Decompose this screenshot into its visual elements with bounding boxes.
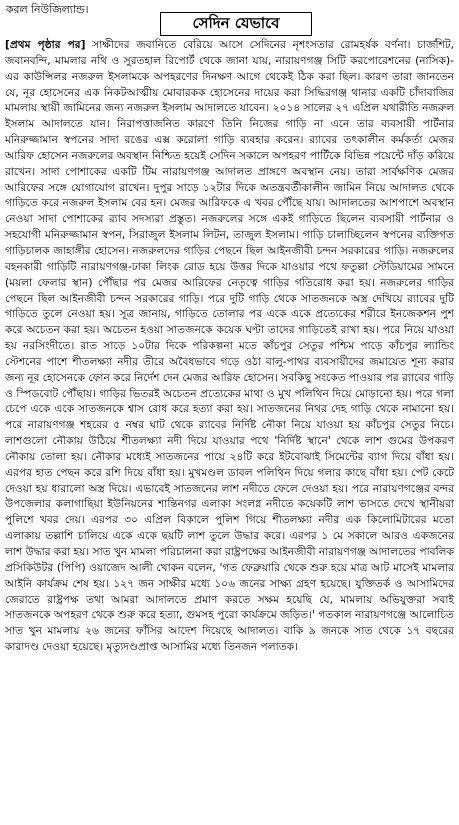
article-text: সাক্ষীদের জবানিতে বেরিয়ে আসে সেদিনের নৃশংসতার রোমহর্ষক বর্ণনা। চার্জশিট, জবানবন্দি, মামলার নথি ও সুরতহাল রিপোর্ট থেকে জানা যায়, নারায়ণগঞ্জ সিটি করপোরেশনের (নাসিক)-এর কাউন্সিলর নজরুল ইসলামকে অপহরণের দিনক্ষণ আগে থেকেই ঠিক করা ছিল। কারণ তারা জানতেন যে, নূর হোসেনের এক নিকটআত্মীয় মোবারকক হোসেনের দায়ের করা সিদ্ধিরগঞ্জ থানার একটি চাঁদাবাজির মামলায় স্থায়ী জামিনের জন্য নজরুল ইসলাম আদালতে যাবেন। ২০১৪ সালের ২৭ এপ্রিল যথারীতি নজরুল ইসলাম আদালতে যান। নিরাপত্তাজনিত কারণে তিনি নিজের গাড়ি না এনে তার ব্যবসায়ী পার্টনার মনিরুজ্জামান স্বপনের সাদা রঙের এক্স করোলা গাড়ি ব্যবহার করেন। র‍্যাবের তৎকালীন কর্মকর্তা মেজর আরিফ হোসেন নজরুলের অবস্থান নিশ্চিত হয়েই সেদিন সকালে অপহরণ পার্টিকে বিভিন্ন পয়েন্টে দাঁড় করিয়ে রাখেন। সাদা পোশাকের একটি টিম নারায়ণগঞ্জ আদালত প্রাঙ্গণে অবস্থান নেয়। তারা সার্বক্ষণিক মেজর আরিফের সঙ্গে যোগাযোগ রাখেন। দুপুর সাড়ে ১২টার দিকে অতন্ত্রবর্তীকালীন জামিন নিয়ে আদালত থেকে গাড়িতে করে নজরুল ইসলাম বের হন। মেজর আরিফকে এ খবর পৌঁছে যায়। আদালতের আশপাশে অবস্থান নেওয়া সাদা পোশাকের র‍্যাব সদস্যরা প্রস্তুত। নজরুলের সঙ্গে একই গাড়িতে ছিলেন ব্যবসায়ী পার্টনার ও সহযোগী মনিরুজ্জামান স্বপন, সিরাজুল ইসলাম লিটন, তাজুল ইসলাম। গাড়ি চালাচ্ছিলেন স্বপনের ব্যক্তিগত গাড়িচালক জাহাঙ্গীর হোসেন। নজরুলদের গাড়ির পেছনে ছিল আইনজীবী চন্দন সরকারের গাড়ি। নজরুলের বহনকারী গাড়িটি নারায়ণগঞ্জ-ঢাকা লিংক রোড হয়ে উত্তর দিকে যাওয়ার পথে ফতুল্লা স্টেডিয়ামের সামনে (ময়লা ফেলার স্থান) পৌঁছার পর মেজর আরিফের নেতৃত্বে গাড়ির গতিরোধ করা হয়। নজরুলের গাড়ির পেছনে ছিল আইনজীবী চন্দন সরকারের গাড়ি। পরে দুটি গাড়ি থেকে সাতজনকে অস্ত্র দেখিয়ে র‍্যাবের দুটি গাড়িতে তুলে নেওয়া হয়। সূত্র জানায়, গাড়িতে তোলার পর একে একে প্রত্যেকের শরীরে ইনজেকশন পুশ করে অচেতন করা হয়। অচেতন হওয়া সাতজনকে কয়েক ঘণ্টা তাদের গাড়িতেই রাখা হয়। পরে নিয়ে যাওয়া হয় নরসিংদীতে। রাত সাড়ে ১০টার দিকে পরিকল্পনা মতে কাঁচপুর সেতুর পশ্চিম পাড়ে কাঁচপুর ল্যান্ডিং স্টেশনের পাশে শীতলক্ষ্যা নদীর তীরে অবৈধভাবে গড়ে ওঠা বালু-পাথর ব্যবসায়ীদের জমায়েত শূন্য করার জন্য নূর হোসেনকে ফোন করে নির্দেশ দেন মেজর আরিফ হোসেন। সবকিছু সংকেত পাওয়ার পর র‍্যাবের গাড়ি ও স্পিডবোট পৌঁছায়। গাড়ির ভিতরই অচেতন প্রত্যেকের মাথা ও মুখ পলিথিন দিয়ে মোড়ানো হয়। পরে গলা চেপে একে একে সাতজনকে শ্বাস রোধ করে হত্যা করা হয়। সাতজনের নিথর দেহ গাড়ি থেকে নামানো হয়। পরে নারায়ণগঞ্জ শহরের ৫ নম্বর ঘাট থেকে র‍্যাবের নির্দিষ্ট নৌকা নিয়ে যাওয়া হয় কাঁচপুর সেতুর নিচে। লাশগুলো নৌকায় উঠিয়ে শীতলক্ষ্যা নদী দিয়ে যাওয়ার পথে 'নির্দিষ্ট স্থানে' থেকে লাশ গুমের উপকরণ নৌকায় তোলা হয়। নৌকার মধ্যেই সাতজনের পায়ে ২৪টি করে ইটবোঝাই সিমেন্টের ব্যাগ দিয়ে বাঁধা হয়। এরপর হাত পেছন করে রশি দিয়ে বাঁধা হয়। মুখমণ্ডল ডাবল পলিথিন দিয়ে গলার কাছে বাঁধা হয়। পেট কেটে দেওয়া হয় ধারালো অস্ত্র দিয়ে। এভাবেই সাতজনের লাশ নদীতে ফেলে দেওয়া হয়। পরে নারায়ণগঞ্জের বন্দর উপজেলার কলাগাছিয়া ইউনিয়নের শান্তিনগর এলাকা সংলগ্ন নদীতে কয়েকটি লাশ ভাসতে দেখে স্থানীয়রা পুলিশে খবর দেয়। এরপর ৩০ এপ্রিল বিকালে পুলিশ গিয়ে শীতলক্ষ্যা নদীর এক কিলোমিটারের মতো এলাকায় তল্লাশি চালিয়ে একে একে ছয়টি লাশ তুলে উদ্ধার করে। এরপর ১ মে সকালে আরও একজনের লাশ উদ্ধার করা হয়। সাত খুন মামলা পরিচালনা করা রাষ্ট্রপক্ষের আইনজীবী নারায়ণগঞ্জ আদালতের পাবলিক প্রসিকিউটর (পিপি) ওয়াজেদ আলী খোকন বলেন, 'গত ফেব্রুয়ারি থেকে শুরু হয়ে মাত্র আট মাসেই মামলার আইনি কার্যক্রম শেষ হয়। ১২৭ জন সাক্ষীর মধ্যে ১০৬ জনের সাক্ষ্য গ্রহণ হয়েছে। যুক্তিতর্ক ও আসামিদের জেরাতে রাষ্ট্রপক্ষ তথা আমরা আদালতে প্রমাণ করতে সক্ষম হয়েছি যে, মামলায় অভিযুক্তরা সবাই সাতজনকে অপহরণ থেকে শুরু করে হত্যা, গুমসহ পুরো কার্যক্রমে জড়িত।' গতকাল নারায়ণগঞ্জে আলোচিত সাত খুন মামলায় ২৬ জনের ফাঁসির আদেশ দিয়েছে আদালত। বাকি ৯ জনকে সাত থেকে ১৭ বছরের কারাদণ্ড দেওয়া হয়েছে। মৃত্যুদণ্ডপ্রাপ্ত আসামির মধ্যে তিনজন পলাতক।	[5, 39, 454, 654]
headline-box	[160, 12, 312, 36]
previous-article-tail: করল নিউজিল্যান্ড।	[6, 3, 89, 16]
article-body	[5, 38, 454, 822]
continuation-marker: [প্রথম পৃষ্ঠার পর]	[5, 39, 86, 51]
headline: সেদিন যেভাবে	[192, 13, 280, 32]
